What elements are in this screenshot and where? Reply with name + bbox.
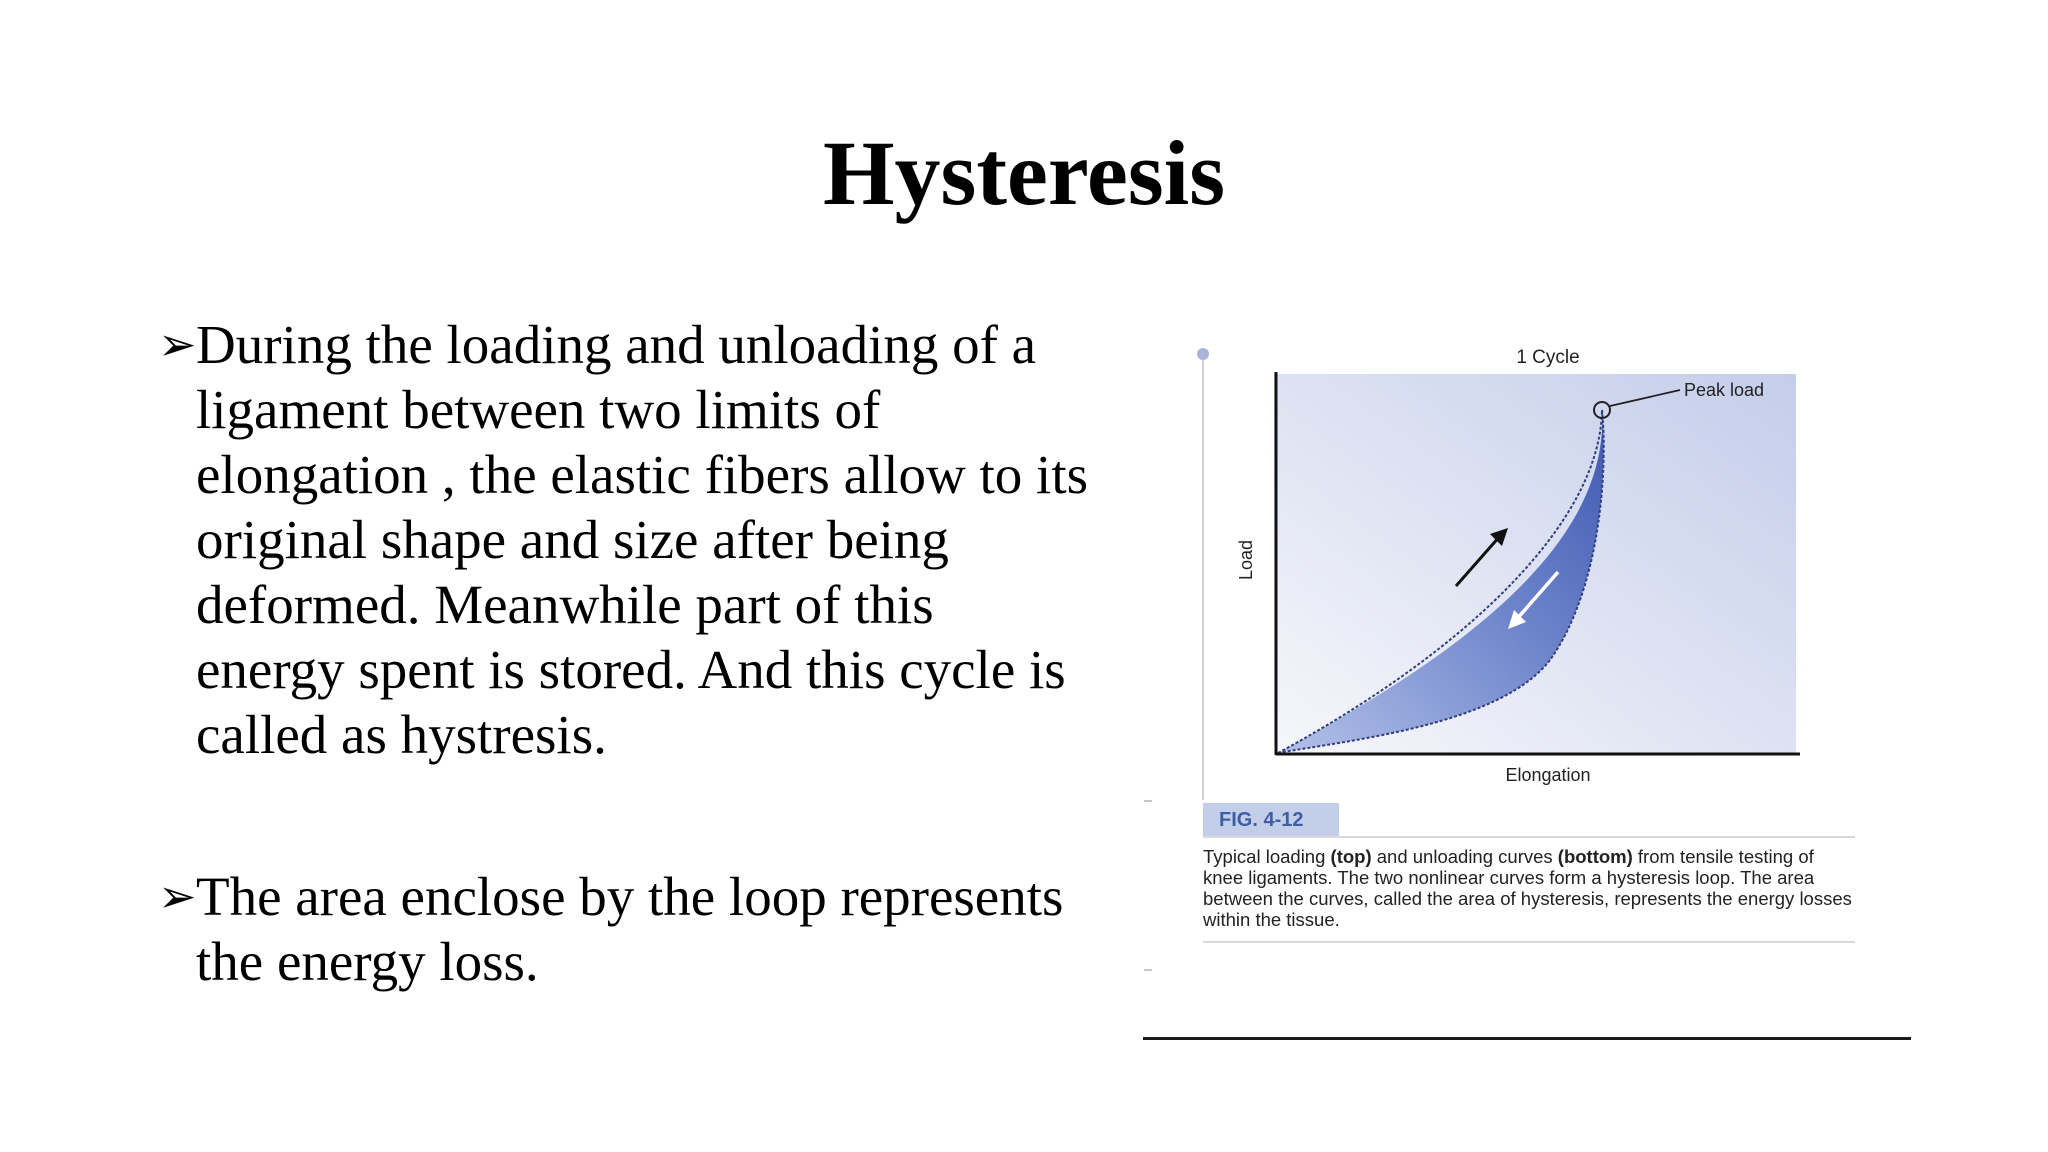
caption-divider-top: [1203, 836, 1855, 838]
bullet-item: [158, 864, 1088, 994]
caption-emphasis: (top): [1330, 846, 1372, 867]
cycle-label: 1 Cycle: [1516, 347, 1580, 368]
slide-title: Hysteresis: [822, 122, 1225, 224]
caption-text: from tensile testing of knee ligaments. The two nonlinear curves form a hysteresis loop. The area between the curves, called the area of hysteresis, represents the energy losses within the tissue.: [1203, 846, 1852, 930]
hysteresis-diagram: [1130, 330, 1930, 800]
figure-tick-mark: [1144, 800, 1152, 802]
peak-label: Peak load: [1684, 380, 1765, 400]
bullet-text: During the loading and unloading of a ligament between two limits of elongation , the elastic fibers allow to its original shape and size after being deformed. Meanwhile part of this energy spent is stored. And this cycle is called as hystresis.: [196, 314, 1089, 765]
caption-emphasis: (bottom): [1557, 846, 1633, 867]
figure-number-badge: FIG. 4-12: [1203, 803, 1339, 837]
caption-divider-bottom: [1203, 941, 1855, 943]
figure-tick-mark: [1144, 969, 1152, 971]
caption-text: Typical loading: [1203, 846, 1331, 867]
plot-area: [1274, 374, 1796, 754]
bottom-rule: [1143, 1037, 1911, 1040]
hysteresis-figure: [1130, 330, 1930, 1050]
y-axis-label: Load: [1236, 539, 1256, 581]
bullet-text: The area enclose by the loop represents the energy loss.: [196, 866, 1064, 992]
guide-dot: [1197, 348, 1209, 360]
figure-caption: [1203, 846, 1853, 930]
arrow-bullet-icon: ➢: [158, 319, 197, 370]
bullet-item: [158, 312, 1088, 767]
caption-text: and unloading curves: [1371, 846, 1558, 867]
x-axis-label: Elongation: [1505, 765, 1591, 785]
bullet-list: [158, 312, 1088, 994]
arrow-bullet-icon: ➢: [158, 871, 197, 922]
